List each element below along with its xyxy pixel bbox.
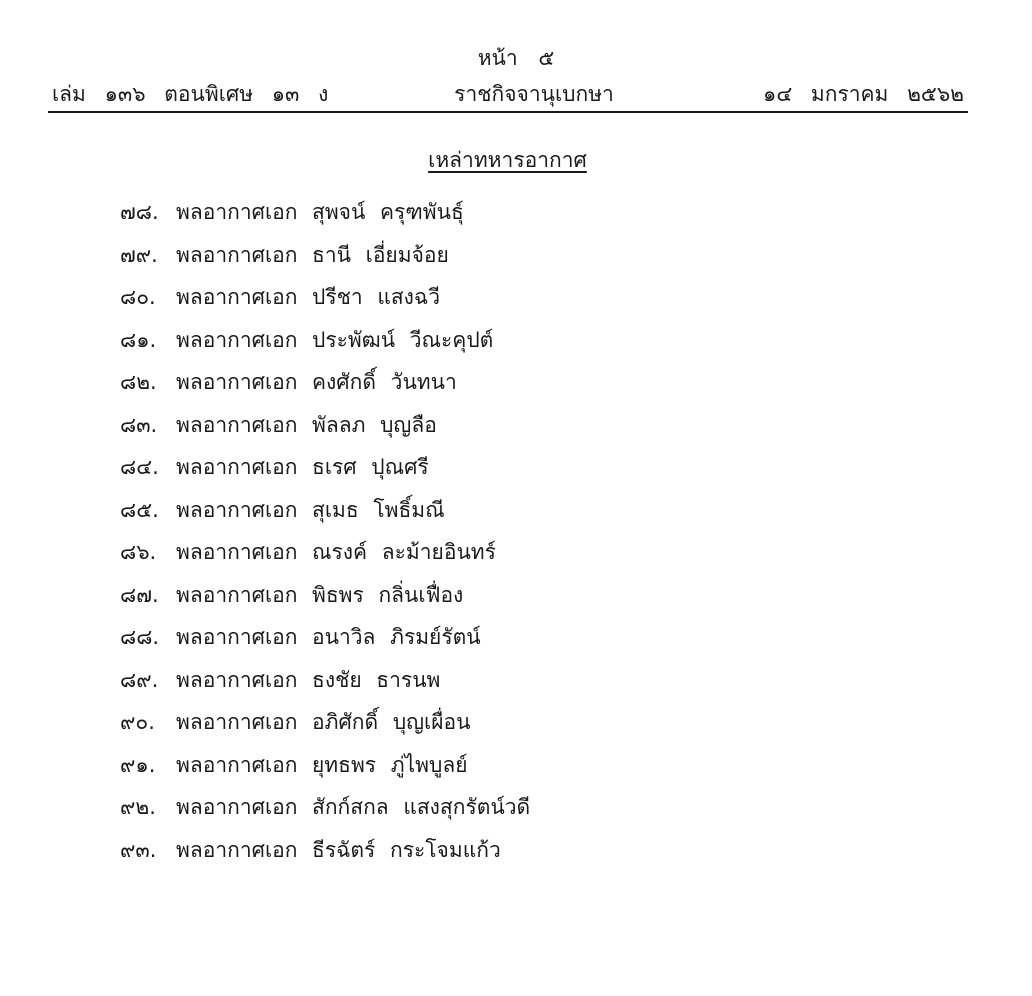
entry-rank: พลอากาศเอก bbox=[176, 710, 298, 734]
entry-number: ๗๙. bbox=[120, 242, 158, 267]
entry-name: สุเมธ โพธิ์มณี bbox=[312, 497, 445, 522]
list-item bbox=[0, 706, 1032, 749]
entry-rank: พลอากาศเอก bbox=[176, 327, 298, 352]
entry-number: ๙๒. bbox=[120, 795, 156, 819]
list-item bbox=[0, 536, 1032, 579]
entry-rank: พลอากาศเอก bbox=[176, 837, 298, 862]
entry-rank: พลอากาศเอก bbox=[176, 370, 298, 394]
entry-number: ๙๓. bbox=[120, 837, 157, 862]
entry-name: ประพัฒน์ วีณะคุปต์ bbox=[312, 327, 494, 352]
entry-number: ๘๗. bbox=[120, 582, 159, 607]
list-item bbox=[0, 494, 1032, 537]
entry-name: พิธพร กลิ่นเฟื่อง bbox=[312, 582, 464, 607]
entry-rank: พลอากาศเอก bbox=[176, 412, 298, 437]
entry-rank: พลอากาศเอก bbox=[176, 582, 298, 607]
section-title: เหล่าทหารอากาศ bbox=[428, 148, 587, 172]
entry-number: ๘๒. bbox=[120, 370, 157, 394]
entry-rank: พลอากาศเอก bbox=[176, 285, 298, 309]
entry-number: ๘๖. bbox=[120, 540, 157, 564]
entry-rank: พลอากาศเอก bbox=[176, 497, 298, 522]
entry-name: อภิศักดิ์ บุญเผื่อน bbox=[312, 710, 471, 734]
page-number: หน้า ๕ bbox=[477, 46, 555, 70]
entry-name: คงศักดิ์ วันทนา bbox=[312, 370, 457, 394]
entry-number: ๙๑. bbox=[120, 752, 156, 777]
entry-rank: พลอากาศเอก bbox=[176, 625, 298, 649]
entry-number: ๘๕. bbox=[120, 497, 159, 522]
list-item bbox=[0, 366, 1032, 409]
entry-name: สุพจน์ ครุฑพันธุ์ bbox=[312, 200, 464, 224]
list-item bbox=[0, 324, 1032, 367]
entry-name: ณรงค์ ละม้ายอินทร์ bbox=[312, 540, 496, 564]
list-item bbox=[0, 749, 1032, 792]
list-item bbox=[0, 579, 1032, 622]
entry-rank: พลอากาศเอก bbox=[176, 200, 298, 224]
entry-rank: พลอากาศเอก bbox=[176, 455, 298, 479]
list-item bbox=[0, 834, 1032, 877]
entry-rank: พลอากาศเอก bbox=[176, 667, 298, 692]
list-item bbox=[0, 791, 1032, 834]
entry-number: ๘๓. bbox=[120, 412, 158, 437]
entry-number: ๘๔. bbox=[120, 455, 159, 479]
gazette-header bbox=[48, 78, 968, 108]
entry-name: ธงชัย ธารนพ bbox=[312, 667, 441, 692]
list-item bbox=[0, 196, 1032, 239]
entry-number: ๙๐. bbox=[120, 710, 155, 734]
list-item bbox=[0, 451, 1032, 494]
publication-title: ราชกิจจานุเบกษา bbox=[454, 82, 614, 106]
entry-number: ๘๑. bbox=[120, 327, 157, 352]
entry-number: ๘๘. bbox=[120, 625, 160, 649]
header-divider bbox=[48, 111, 968, 113]
entry-rank: พลอากาศเอก bbox=[176, 752, 298, 777]
list-item bbox=[0, 621, 1032, 664]
entry-rank: พลอากาศเอก bbox=[176, 242, 298, 267]
entry-name: ปรีชา แสงฉวี bbox=[312, 285, 441, 309]
entry-name: สักก์สกล แสงสุกรัตน์วดี bbox=[312, 795, 531, 819]
name-list bbox=[0, 196, 1032, 876]
entry-rank: พลอากาศเอก bbox=[176, 795, 298, 819]
entry-rank: พลอากาศเอก bbox=[176, 540, 298, 564]
entry-number: ๘๙. bbox=[120, 667, 159, 692]
list-item bbox=[0, 239, 1032, 282]
publication-date: ๑๔ มกราคม ๒๕๖๒ bbox=[762, 82, 964, 106]
volume-issue: เล่ม ๑๓๖ ตอนพิเศษ ๑๓ ง bbox=[52, 82, 329, 106]
entry-name: ธานี เอี่ยมจ้อย bbox=[312, 242, 449, 267]
entry-name: ธีรฉัตร์ กระโจมแก้ว bbox=[312, 837, 501, 862]
entry-name: ธเรศ ปุณศรี bbox=[312, 455, 429, 479]
entry-name: ยุทธพร ภู่ไพบูลย์ bbox=[312, 752, 468, 777]
list-item bbox=[0, 409, 1032, 452]
entry-name: พัลลภ บุญลือ bbox=[312, 412, 437, 437]
entry-number: ๗๘. bbox=[120, 200, 159, 224]
entry-name: อนาวิล ภิรมย์รัตน์ bbox=[312, 625, 481, 649]
list-item bbox=[0, 281, 1032, 324]
entry-number: ๘๐. bbox=[120, 285, 156, 309]
list-item bbox=[0, 664, 1032, 707]
